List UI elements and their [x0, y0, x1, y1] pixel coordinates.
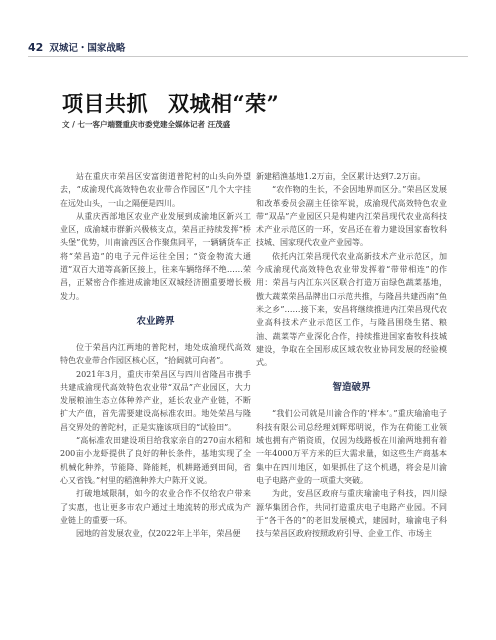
left-column: [60, 170, 251, 540]
section-name: 双城记・国家战略: [49, 43, 126, 54]
paragraph: 站在重庆市荣昌区安富街道普陀村的山头向外望去，“成渝现代高效特色农业带合作园区”几个大字挂在远处山头，一山之隔便是四川。: [60, 172, 251, 208]
article-byline: 文 / 七一客户端暨重庆市委党建全媒体记者 汪茂盛: [62, 120, 231, 129]
paragraph: 依托内江荣昌现代农业高新技术产业示范区，加今成渝现代高效特色农业带发挥着“带带相连”的作用：荣昌与内江东兴区联合打造万亩绿色蔬菜基地，傲大蔬菜荣昌品牌出口示范共推，与隆昌共建西南“鱼米之乡”……接下来，安昌将继续推进内江荣昌现代农业高科技术产业示范区工作，与隆昌围绕生猪、粮油、蔬菜等产业深化合作，持续推进国家畜牧科技城建设，争取在全国形成区域农牧业协同发展的经验模式。: [256, 251, 447, 368]
subheading: 农业跨界: [136, 315, 175, 327]
paragraph: “农作物的生长，不会因地界而区分。”荣昌区发展和改革委员会副主任徐军说，成渝现代高效特色农业带“双品”产业园区只是构建内江荣昌现代农业高科技术产业示范区的一环，安昌还在着力建设国家畜牧科技城、国家现代农业产业园等。: [256, 185, 447, 248]
paragraph: 打破地域限制，如今的农业合作不仅给农户带来了实惠，也让更多市农户通过土地流转的形式成为产业链上的重要一环。: [60, 489, 251, 525]
right-column: [256, 170, 447, 540]
header-divider: [28, 56, 468, 57]
paragraph-continued: 新建稻渔基地1.2万亩，全区累计达到7.2万亩。: [256, 172, 426, 181]
paragraph: 园地的首发展农业，仅2022年上半年，荣昌便: [76, 529, 241, 539]
title-part-1: 项目共抓: [62, 91, 148, 116]
paragraph: 2021年3月，重庆市荣昌区与四川省隆昌市携手共建成渝现代高效特色农业带“双品”产业园区，大力发展粮油生态立体种养产业，延长农业产业链，不断扩大产值，首先需要建设高标准农田。地处荣昌与隆昌交界处的普陀村，正是实施该项目的“试验田”。: [60, 369, 251, 432]
paragraph: 从重庆西部地区农业产业发展到成渝地区新兴工业区，成渝城市群新兴极核支点，荣昌正持续发挥“桥头堡”优势，川南渝西区合作聚焦同平，一辆辆货车正将“荣昌造”的电子元件运往全国；“资金物流大通道”双百大道等高新区接上，往来车辆络绎不绝……荣昌，正紧密合作推进成渝地区双城经济圈重要增长极发力。: [60, 211, 251, 301]
article-title: [62, 88, 279, 118]
paragraph: “我们公司就是川渝合作的‘样本’。”重庆瑜渝电子科技有限公司总经理刘辉郑明说，作为在荷能工业领域也拥有产销资质，仅因为线路板在川渝两地拥有着一年4000万平方米的巨大需求量，如这些生产商基本集中在四川地区，如果抓住了这个机遇，将会是川渝电子电路产业的一项重大突破。: [256, 409, 447, 485]
subheading: 智造破界: [332, 382, 371, 394]
paragraph: 为此，安昌区政府与重庆瑜渝电子科技，四川绿源华集团合作，共同打造重庆电子电路产业园。不同于“各干各的”的老旧发展模式，建园时，瑜渝电子科技与荣昌区政府按照政府引导、企业工作、市场主: [256, 489, 447, 539]
paragraph: 位于荣昌内江两地的普陀村，地处成渝现代高效特色农业带合作园区核心区，“拾阔就可向者”。: [60, 342, 251, 366]
title-part-2: 双城相“荣”: [168, 91, 280, 116]
paragraph: “高标准农田建设项目给我家亲自的270亩水稻和200亩小龙虾提供了良好的种长条件，基地实现了全机械化种养，节能降、降能耗，机耕路通到田间，省心又省钱。”村里的稻渔种养大户陈开义说。: [60, 436, 251, 485]
page-number: 42: [28, 41, 44, 54]
page-header: [28, 40, 125, 54]
